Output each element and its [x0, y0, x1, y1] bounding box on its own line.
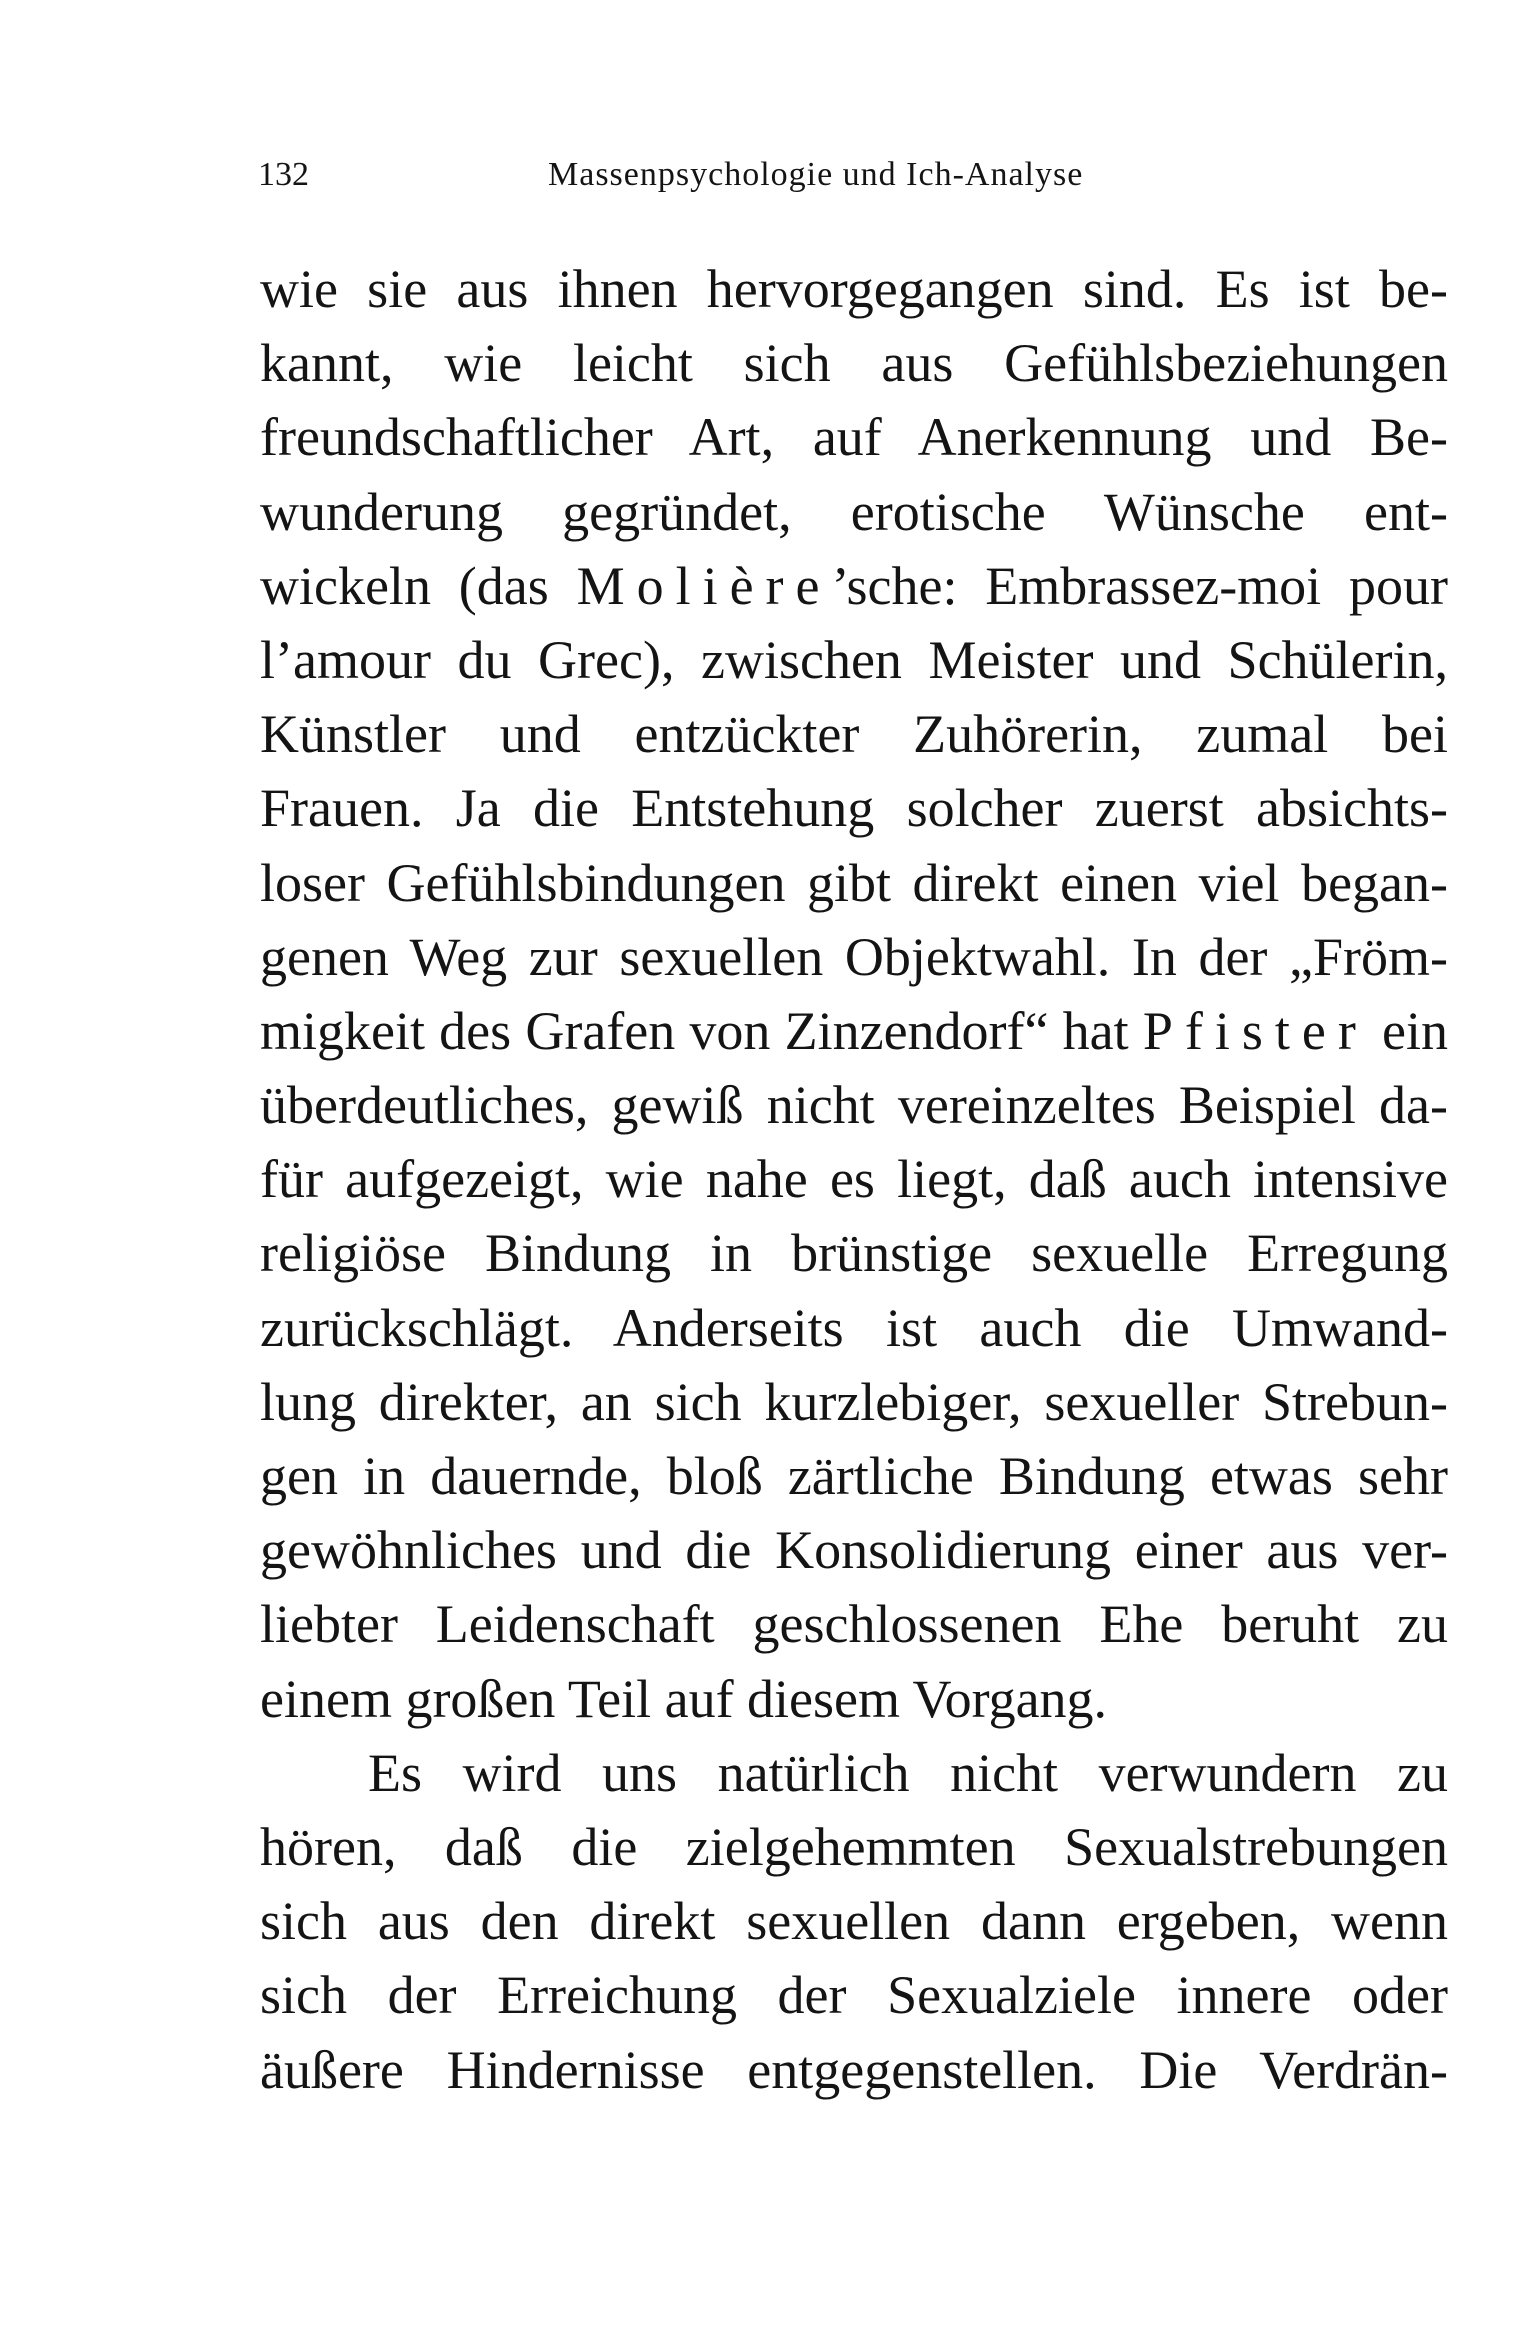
- text-line: wie sie aus ihnen hervorgegangen sind. Es ist be-: [260, 259, 1448, 319]
- text-line: loser Gefühlsbindungen gibt direkt einen viel began-: [260, 852, 1448, 913]
- line-segment: ein: [1367, 1000, 1448, 1061]
- text-line: liebter Leidenschaft geschlossenen Ehe beruht zu: [260, 1594, 1448, 1655]
- text-line: wunderung gegründet, erotische Wünsche ent-: [260, 481, 1448, 542]
- spaced-name-moliere: Molière: [576, 555, 832, 616]
- text-line: Künstler und entzückter Zuhörerin, zumal bei: [260, 704, 1448, 765]
- text-line: sich aus den direkt sexuellen dann ergeben, wenn: [260, 1891, 1448, 1952]
- line-segment: wickeln (das: [260, 555, 577, 616]
- text-line: lung direkter, an sich kurzlebiger, sexueller Strebun-: [260, 1371, 1448, 1432]
- line-segment: migkeit des Grafen von Zinzendorf“ hat: [260, 1000, 1143, 1061]
- page-header: [0, 150, 1532, 200]
- text-line-paragraph-start: Es wird uns natürlich nicht verwundern zu: [368, 1742, 1448, 1803]
- running-title: Massenpsychologie und Ich-Analyse: [548, 156, 1084, 193]
- text-line: Frauen. Ja die Entstehung solcher zuerst absichts-: [260, 778, 1448, 839]
- text-line: äußere Hindernisse entgegenstellen. Die Verdrän-: [260, 2039, 1448, 2100]
- text-line: gen in dauernde, bloß zärtliche Bindung etwas sehr: [260, 1446, 1448, 1506]
- text-line: hören, daß die zielgehemmten Sexualstrebungen: [260, 1816, 1448, 1877]
- text-line: religiöse Bindung in brünstige sexuelle Erregung: [260, 1223, 1448, 1284]
- page-number: 132: [258, 156, 309, 193]
- text-line: zurückschlägt. Anderseits ist auch die Umwand-: [260, 1297, 1448, 1358]
- body-text: [260, 252, 1448, 2107]
- text-line: l’amour du Grec), zwischen Meister und Schülerin,: [260, 629, 1448, 690]
- text-line: genen Weg zur sexuellen Objektwahl. In der „Fröm-: [260, 926, 1448, 987]
- text-line: überdeutliches, gewiß nicht vereinzeltes Beispiel da-: [260, 1075, 1448, 1136]
- text-line: für aufgezeigt, wie nahe es liegt, daß auch intensive: [260, 1149, 1448, 1210]
- text-line: [260, 549, 1448, 623]
- text-line: freundschaftlicher Art, auf Anerkennung und Be-: [260, 407, 1448, 468]
- line-segment: ’sche: Embrassez-moi pour: [831, 555, 1448, 616]
- text-line: sich der Erreichung der Sexualziele innere oder: [260, 1965, 1448, 2026]
- text-line-paragraph-end: einem großen Teil auf diesem Vorgang.: [260, 1668, 1108, 1729]
- text-line: kannt, wie leicht sich aus Gefühlsbeziehungen: [260, 333, 1448, 394]
- spaced-name-pfister: Pfister: [1142, 1000, 1368, 1061]
- text-line: gewöhnliches und die Konsolidierung einer aus ver-: [260, 1520, 1448, 1581]
- text-line: [260, 994, 1448, 1068]
